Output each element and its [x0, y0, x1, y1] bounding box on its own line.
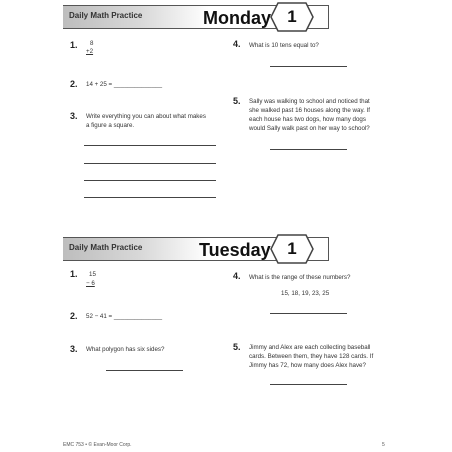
question-number: 3.: [70, 111, 78, 121]
question-number: 1.: [70, 40, 78, 50]
answer-line: [84, 180, 216, 181]
question-line: each house has two dogs, how many dogs: [249, 116, 366, 123]
answer-line: [270, 313, 347, 314]
subtrahend: − 6: [86, 280, 95, 287]
question-line: Jimmy has 72, how many does Alex have?: [249, 362, 366, 369]
question-line: Write everything you can about what makes: [86, 113, 206, 120]
answer-line: [84, 145, 216, 146]
day-name: Monday: [203, 8, 272, 28]
question-number: 1.: [70, 269, 78, 279]
minuend: 15: [89, 271, 96, 278]
addend-top: 8: [90, 40, 94, 47]
question-line: Sally was walking to school and noticed that: [249, 98, 370, 105]
number-list: 15, 18, 19, 23, 25: [281, 290, 330, 297]
answer-line: [84, 163, 216, 164]
day-name: Tuesday: [199, 240, 271, 260]
question-number: 5.: [233, 342, 241, 352]
question-number: 3.: [70, 344, 78, 354]
question-text: What is 10 tens equal to?: [249, 42, 319, 49]
question-number: 4.: [233, 39, 241, 49]
question-number: 5.: [233, 96, 241, 106]
question-number: 2.: [70, 311, 78, 321]
question-text: What is the range of these numbers?: [249, 274, 351, 281]
question-line: she walked past 16 houses along the way. If: [249, 107, 370, 114]
answer-line: [84, 197, 216, 198]
question-line: would Sally walk past on her way to school?: [249, 125, 370, 132]
question-line: cards. Between them, they have 128 cards. If: [249, 353, 374, 360]
day-number-badge: [270, 2, 314, 32]
question-number: 4.: [233, 271, 241, 281]
addend-bottom: +2: [86, 48, 94, 55]
answer-line: [270, 66, 347, 67]
question-number: 2.: [70, 79, 78, 89]
answer-line: [106, 370, 183, 371]
page-number: 5: [382, 442, 385, 448]
day-number: 1: [287, 239, 297, 258]
day-number-badge: [270, 234, 314, 264]
answer-line: [270, 384, 347, 385]
question-line: a figure a square.: [86, 122, 135, 129]
answer-line: [270, 149, 347, 150]
banner-label: Daily Math Practice: [69, 243, 143, 252]
question-text: 14 + 25 = ______________: [86, 81, 163, 88]
banner-label: Daily Math Practice: [69, 11, 143, 20]
question-text: What polygon has six sides?: [86, 346, 165, 353]
footer-copyright: EMC 753 • © Evan-Moor Corp.: [63, 442, 132, 448]
day-number: 1: [287, 7, 297, 26]
question-line: Jimmy and Alex are each collecting baseball: [249, 344, 371, 351]
question-text: 52 − 41 = ______________: [86, 313, 163, 320]
